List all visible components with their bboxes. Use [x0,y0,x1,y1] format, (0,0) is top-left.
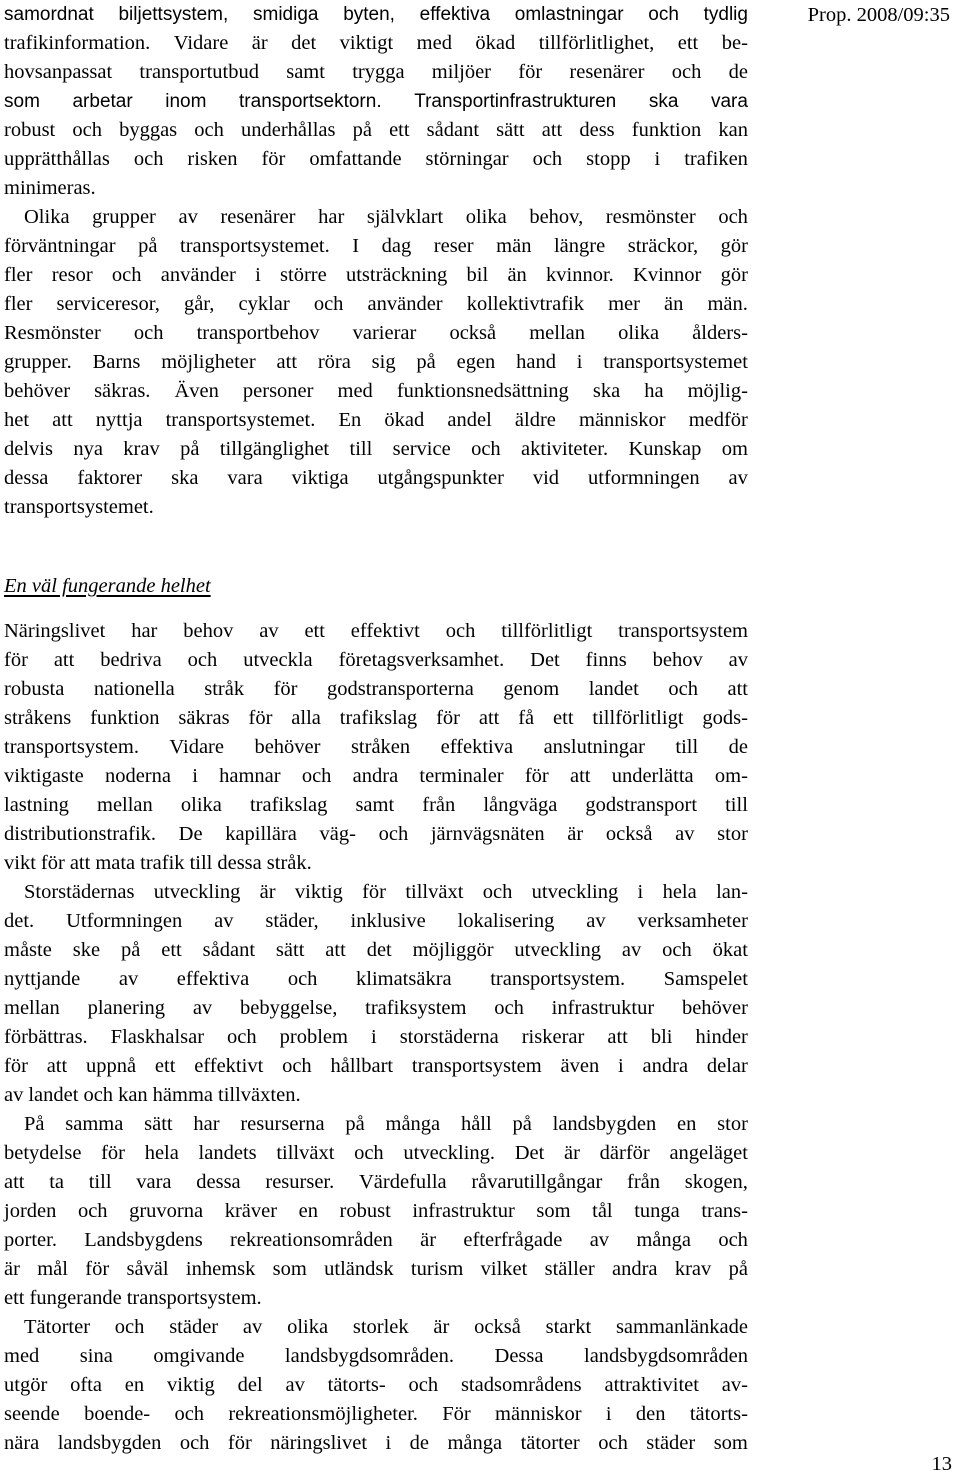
text-line: nära landsbygden och för näringslivet i de många tätorter och städer som [4,1432,748,1454]
text-line: fler serviceresor, går, cyklar och använder kollektivtrafik mer än män. [4,293,748,315]
text-line: fler resor och använder i större utsträckning bil än kvinnor. Kvinnor gör [4,264,748,286]
text-line: utgör ofta en viktig del av tätorts- och stadsområdens attraktivitet av- [4,1374,748,1396]
text-line: behöver säkras. Även personer med funktionsnedsättning ska ha möjlig- [4,380,748,402]
text-line: grupper. Barns möjligheter att röra sig på egen hand i transportsystemet [4,351,748,373]
text-line: viktigaste noderna i hamnar och andra terminaler för att underlätta om- [4,765,748,787]
text-line: vikt för att mata trafik till dessa stråk. [4,852,312,874]
text-line: transportsystem. Vidare behöver stråken effektiva anslutningar till de [4,736,748,758]
text-line: nyttjande av effektiva och klimatsäkra transportsystem. Samspelet [4,968,748,990]
proposition-reference: Prop. 2008/09:35 [807,4,950,26]
text-line: stråkens funktion säkras för alla trafikslag för att få ett tillförlitligt gods- [4,707,748,729]
text-line: är mål för såväl inhemsk som utländsk turism vilket ställer andra krav på [4,1258,748,1280]
text-line: det. Utformningen av städer, inklusive lokalisering av verksamheter [4,910,748,932]
text-line: med sina omgivande landsbygdsområden. Dessa landsbygdsområden [4,1345,748,1367]
text-line: jorden och gruvorna kräver en robust infrastruktur som tål tunga trans- [4,1200,748,1222]
text-line: upprätthållas och risken för omfattande störningar och stopp i trafiken [4,148,748,170]
text-line: het att nyttja transportsystemet. En ökad andel äldre människor medför [4,409,748,431]
text-line: Storstädernas utveckling är viktig för tillväxt och utveckling i hela lan- [24,881,748,903]
text-line: att ta till vara dessa resurser. Värdefulla råvarutillgångar från skogen, [4,1171,748,1193]
text-line: för att bedriva och utveckla företagsverksamhet. Det finns behov av [4,649,748,671]
body-text-block-2 [4,617,748,1458]
text-line: måste ske på ett sådant sätt att det möjliggör utveckling av och ökat [4,939,748,961]
text-line: robust och byggas och underhållas på ett sådant sätt att dess funktion kan [4,119,748,141]
text-line: porter. Landsbygdens rekreationsområden är efterfrågade av många och [4,1229,748,1251]
text-line: distributionstrafik. De kapillära väg- och järnvägsnäten är också av stor [4,823,748,845]
text-line: samordnat biljettsystem, smidiga byten, effektiva omlastningar och tydlig [4,4,748,25]
section-heading: En väl fungerande helhet [4,575,211,597]
text-line: dessa faktorer ska vara viktiga utgångspunkter vid utformningen av [4,467,748,489]
text-line: ett fungerande transportsystem. [4,1287,262,1309]
page-number: 13 [931,1453,952,1475]
text-line: förbättras. Flaskhalsar och problem i storstäderna riskerar att bli hinder [4,1026,748,1048]
text-line: av landet och kan hämma tillväxten. [4,1084,301,1106]
text-line: Näringslivet har behov av ett effektivt och tillförlitligt transportsystem [4,620,748,642]
body-text-block-1 [4,0,748,522]
text-line: Tätorter och städer av olika storlek är också starkt sammanlänkade [24,1316,748,1338]
text-line: för att uppnå ett effektivt och hållbart transportsystem även i andra delar [4,1055,748,1077]
text-line: trafikinformation. Vidare är det viktigt med ökad tillförlitlighet, ett be- [4,32,748,54]
text-line: På samma sätt har resurserna på många håll på landsbygden en stor [24,1113,748,1135]
text-line: hovsanpassat transportutbud samt trygga miljöer för resenärer och de [4,61,748,83]
text-line: Resmönster och transportbehov varierar också mellan olika ålders- [4,322,748,344]
text-line: minimeras. [4,177,96,199]
text-line: mellan planering av bebyggelse, trafiksystem och infrastruktur behöver [4,997,748,1019]
text-line: lastning mellan olika trafikslag samt från långväga godstransport till [4,794,748,816]
text-line: Olika grupper av resenärer har självklart olika behov, resmönster och [24,206,748,228]
text-line: förväntningar på transportsystemet. I dag reser män längre sträckor, gör [4,235,748,257]
text-line: robusta nationella stråk för godstransporterna genom landet och att [4,678,748,700]
text-line: seende boende- och rekreationsmöjligheter. För människor i den tätorts- [4,1403,748,1425]
text-line: transportsystemet. [4,496,154,518]
text-line: som arbetar inom transportsektorn. Transportinfrastrukturen ska vara [4,91,748,112]
text-line: betydelse för hela landets tillväxt och utveckling. Det är därför angeläget [4,1142,748,1164]
text-line: delvis nya krav på tillgänglighet till service och aktiviteter. Kunskap om [4,438,748,460]
